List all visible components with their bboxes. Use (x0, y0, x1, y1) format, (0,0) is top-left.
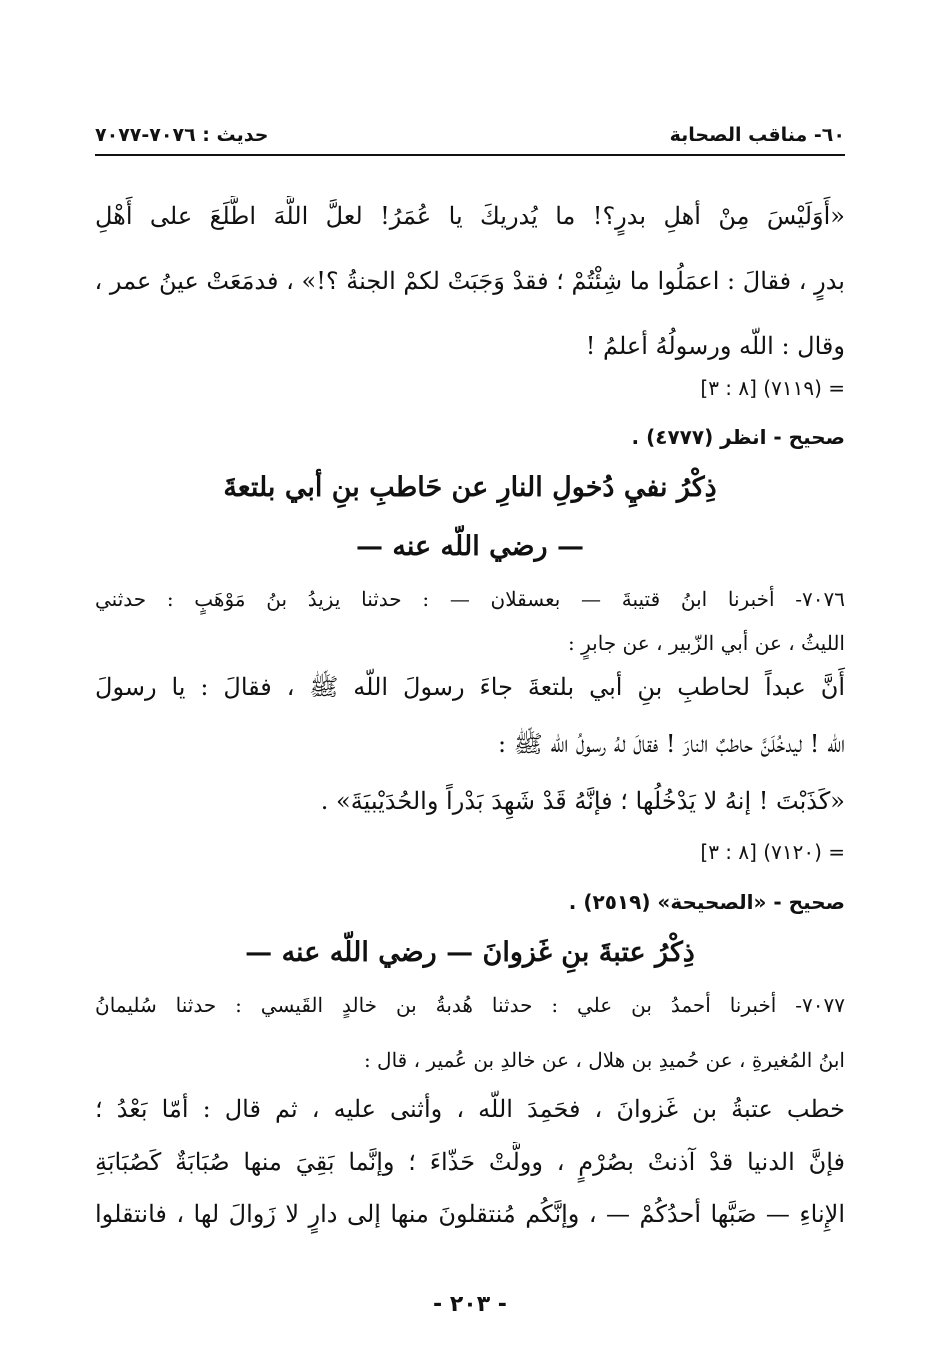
text-line: الإِناءِ — صَبَّها أحدُكُمْ — ، وإنَّكُم مُنتقلونَ منها إلى دارٍ لا زَوالَ لها ، فانتقلوا (95, 1200, 845, 1228)
section-heading: ذِكْرُ عتبةَ بنِ غَزوانَ — رضي اللّه عنه — (245, 937, 695, 968)
isnad-line: الليثُ ، عن أبي الزّبير ، عن جابرٍ : (568, 631, 845, 655)
isnad-line: ٧٠٧٧- أخبرنا أحمدُ بن علي : حدثنا هُدبةُ بن خالدٍ القَيسي : حدثنا سُليمانُ (95, 993, 845, 1017)
text-line: خطب عتبةُ بن غَزوانَ ، فحَمِدَ اللّه ، وأثنى عليه ، ثم قال : أمّا بَعْدُ ؛ (95, 1095, 845, 1123)
section-heading: ذِكْرُ نفيِ دُخولِ النارِ عن حَاطبِ بنِ أبي بلتعةَ (223, 472, 717, 503)
hadith-range: حديث : ٧٠٧٦-٧٠٧٧ (95, 124, 269, 146)
hadith-grade: صحيح - «الصحيحة» (٢٥١٩) . (568, 890, 845, 914)
text-line: اللّه ! ليدخُلَنَّ حاطبٌ النارَ ! فقالَ لهُ رسولُ اللّه ﷺ : (497, 730, 845, 758)
text-line: «أَوَلَيْسَ مِنْ أهلِ بدرٍ؟! ما يُدريكَ يا عُمَرُ! لعلَّ اللَّهَ اطَّلَعَ على أَهْلِ (95, 202, 845, 230)
isnad-line: ابنُ المُغيرةِ ، عن حُميدِ بن هلال ، عن خالدِ بن عُمير ، قال : (363, 1048, 845, 1072)
page-number: - ٢٠٣ - (433, 1292, 507, 1317)
text-line: فإنَّ الدنيا قدْ آذنتْ بصُرْمٍ ، وولَّتْ حَذّاءَ ؛ وإنَّما بَقِيَ منها صُبَابَةٌ كَصُبَابَةِ (95, 1148, 845, 1176)
text-line: «كَذَبْتَ ! إنهُ لا يَدْخُلُها ؛ فإنَّهُ قَدْ شَهِدَ بَدْراً والحُدَيْبيَةَ» . (320, 787, 845, 815)
hadith-grade: صحيح - انظر (٤٧٧٧) . (631, 425, 845, 449)
isnad-line: ٧٠٧٦- أخبرنا ابنُ قتيبةَ — بعسقلان — : حدثنا يزيدُ بنُ مَوْهَبٍ : حدثني (95, 587, 845, 611)
chapter-title: ٦٠- مناقب الصحابة (669, 124, 845, 146)
hadith-reference: = (٧١٢٠) [٨ : ٣] (700, 840, 845, 864)
text-line: أَنَّ عبداً لحاطبِ بنِ أبي بلتعةَ جاءَ رسولَ اللّه ﷺ ، فقالَ : يا رسولَ (95, 673, 845, 701)
header-rule (95, 154, 845, 156)
text-line: وقال : اللّه ورسولُهُ أعلمُ ! (585, 332, 845, 360)
section-heading: — رضي اللّه عنه — (356, 531, 584, 562)
text-line: بدرٍ ، فقالَ : اعمَلُوا ما شِئْتُمْ ؛ فقدْ وَجَبَتْ لكمْ الجنةُ ؟!» ، فدمَعَتْ عينُ عمر ، (95, 267, 845, 295)
running-head (95, 118, 845, 152)
hadith-reference: = (٧١١٩) [٨ : ٣] (700, 376, 845, 400)
